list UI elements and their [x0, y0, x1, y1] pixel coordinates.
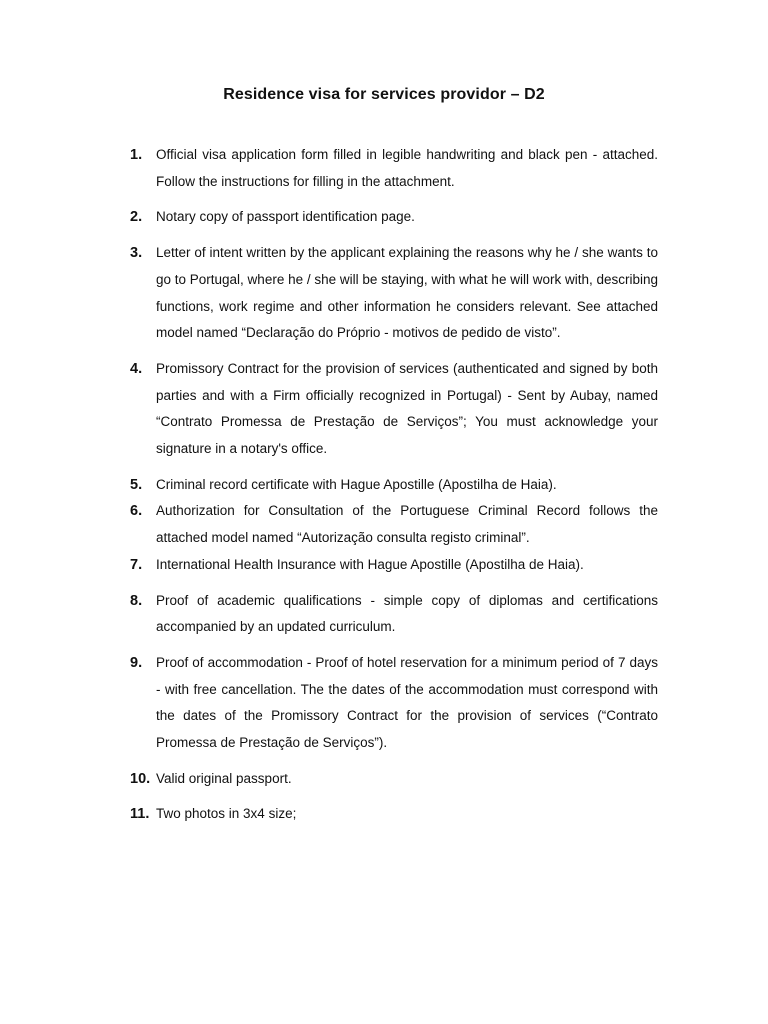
- list-item: [130, 552, 658, 579]
- requirements-list: [130, 142, 658, 828]
- document-title: Residence visa for services providor – D2: [223, 86, 545, 103]
- item-number: 10.: [130, 770, 151, 787]
- item-text: Official visa application form filled in legible handwriting and black pen - attached. Follow the instructions for filling in the attachment.: [156, 147, 658, 189]
- item-number: 4.: [130, 360, 143, 377]
- item-text: Two photos in 3x4 size;: [156, 806, 297, 822]
- item-text: Letter of intent written by the applicant explaining the reasons why he / she wants to go to Portugal, where he / she will be staying, with what he will work with, describing functions, work regime and other information he considers relevant. See attached model named “Declaração do Próprio - motivos de pedido de visto”.: [156, 245, 658, 341]
- item-number: 6.: [130, 503, 143, 520]
- list-item: [130, 650, 658, 757]
- item-text: Valid original passport.: [156, 770, 292, 786]
- item-number: 7.: [130, 556, 143, 573]
- list-item: [130, 588, 658, 641]
- list-item: [130, 766, 658, 793]
- list-item: [130, 356, 658, 463]
- list-item: [130, 498, 658, 551]
- item-number: 5.: [130, 476, 143, 493]
- item-number: 1.: [130, 147, 143, 163]
- item-number: 2.: [130, 209, 143, 226]
- item-text: Authorization for Consultation of the Portuguese Criminal Record follows the attached model named “Autorização consulta registo criminal”.: [156, 503, 658, 546]
- list-item: [130, 142, 658, 195]
- item-text: Proof of academic qualifications - simple copy of diplomas and certifications accompanied by an updated curriculum.: [156, 592, 658, 635]
- list-item: [130, 204, 658, 231]
- item-text: International Health Insurance with Hague Apostille (Apostilha de Haia).: [156, 556, 584, 572]
- item-number: 3.: [130, 245, 143, 262]
- item-text: Criminal record certificate with Hague Apostille (Apostilha de Haia).: [156, 476, 557, 492]
- list-item: [130, 240, 658, 347]
- item-number: 9.: [130, 654, 143, 671]
- item-text: Promissory Contract for the provision of services (authenticated and signed by both parties and with a Firm officially recognized in Portugal) - Sent by Aubay, named “Contrato Promessa de Prestação de Serviços”; You must acknowledge your signature in a notary's office.: [156, 360, 658, 457]
- item-text: Notary copy of passport identification page.: [156, 209, 415, 225]
- item-number: 8.: [130, 592, 143, 609]
- list-item: [130, 472, 658, 499]
- list-item: [130, 801, 658, 828]
- item-text: Proof of accommodation - Proof of hotel reservation for a minimum period of 7 days - with free cancellation. The the dates of the accommodation must correspond with the dates of the Promissory Contract for the provision of services (“Contrato Promessa de Prestação de Serviços”).: [156, 654, 658, 751]
- item-number: 11.: [130, 806, 150, 823]
